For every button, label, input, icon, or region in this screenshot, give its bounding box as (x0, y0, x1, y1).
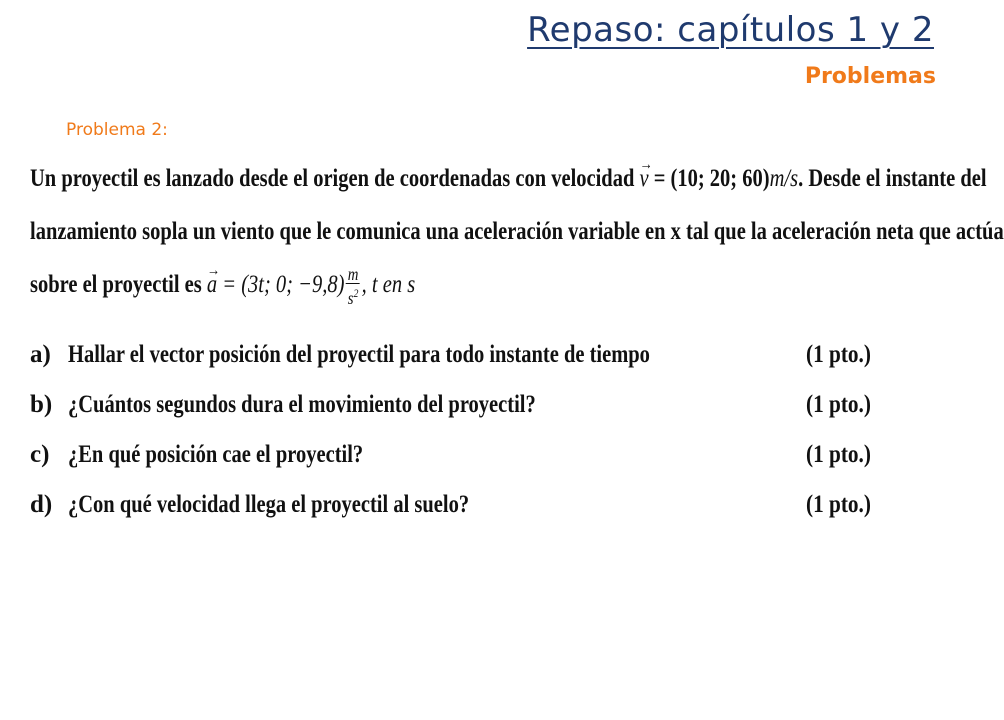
statement-text: sobre el proyectil es (30, 271, 207, 298)
question-item (30, 430, 930, 480)
slide-subtitle: Problemas (804, 64, 936, 89)
time-unit-note: , t en s (361, 271, 416, 298)
velocity-unit: m/s (769, 165, 799, 192)
fraction-exponent: 2 (353, 286, 359, 301)
question-item (30, 480, 930, 530)
statement-line-2: lanzamiento sopla un viento que le comunica una aceleración variable en x tal que la aceleración neta que actúa (30, 218, 1004, 245)
statement-line-1 (30, 152, 987, 205)
statement-line-3 (30, 258, 764, 311)
statement-text: Un proyectil es lanzado desde el origen de coordenadas con velocidad (30, 165, 640, 192)
question-letter: a) (30, 341, 51, 368)
question-points: (1 pto.) (806, 441, 871, 468)
question-letter: d) (30, 491, 53, 518)
acceleration-unit-fraction (346, 265, 360, 307)
fraction-numerator: m (347, 264, 359, 285)
question-points: (1 pto.) (806, 341, 871, 368)
question-letter: b) (30, 391, 53, 418)
question-text: ¿Con qué velocidad llega el proyectil al suelo? (68, 491, 470, 518)
statement-text: . Desde el instante del (798, 165, 987, 192)
question-text: ¿Cuántos segundos dura el movimiento del proyectil? (68, 391, 536, 418)
velocity-vector-symbol: → v (639, 152, 648, 205)
acceleration-value: = (3t; 0; −9,8) (217, 271, 345, 298)
question-points: (1 pto.) (806, 391, 871, 418)
question-text: Hallar el vector posición del proyectil para todo instante de tiempo (68, 341, 650, 368)
problem-label: Problema 2: (66, 120, 168, 140)
question-list (30, 330, 930, 530)
acceleration-vector-symbol: → a (207, 258, 217, 311)
question-item (30, 380, 930, 430)
question-text: ¿En qué posición cae el proyectil? (68, 441, 364, 468)
fraction-denominator (346, 284, 360, 307)
slide-title: Repaso: capítulos 1 y 2 (527, 10, 934, 50)
problem-statement (30, 152, 1004, 311)
question-letter: c) (30, 441, 50, 468)
fraction-denominator-base: s (347, 288, 354, 309)
question-points: (1 pto.) (806, 491, 871, 518)
velocity-value: = (10; 20; 60) (648, 165, 770, 192)
question-item (30, 330, 930, 380)
